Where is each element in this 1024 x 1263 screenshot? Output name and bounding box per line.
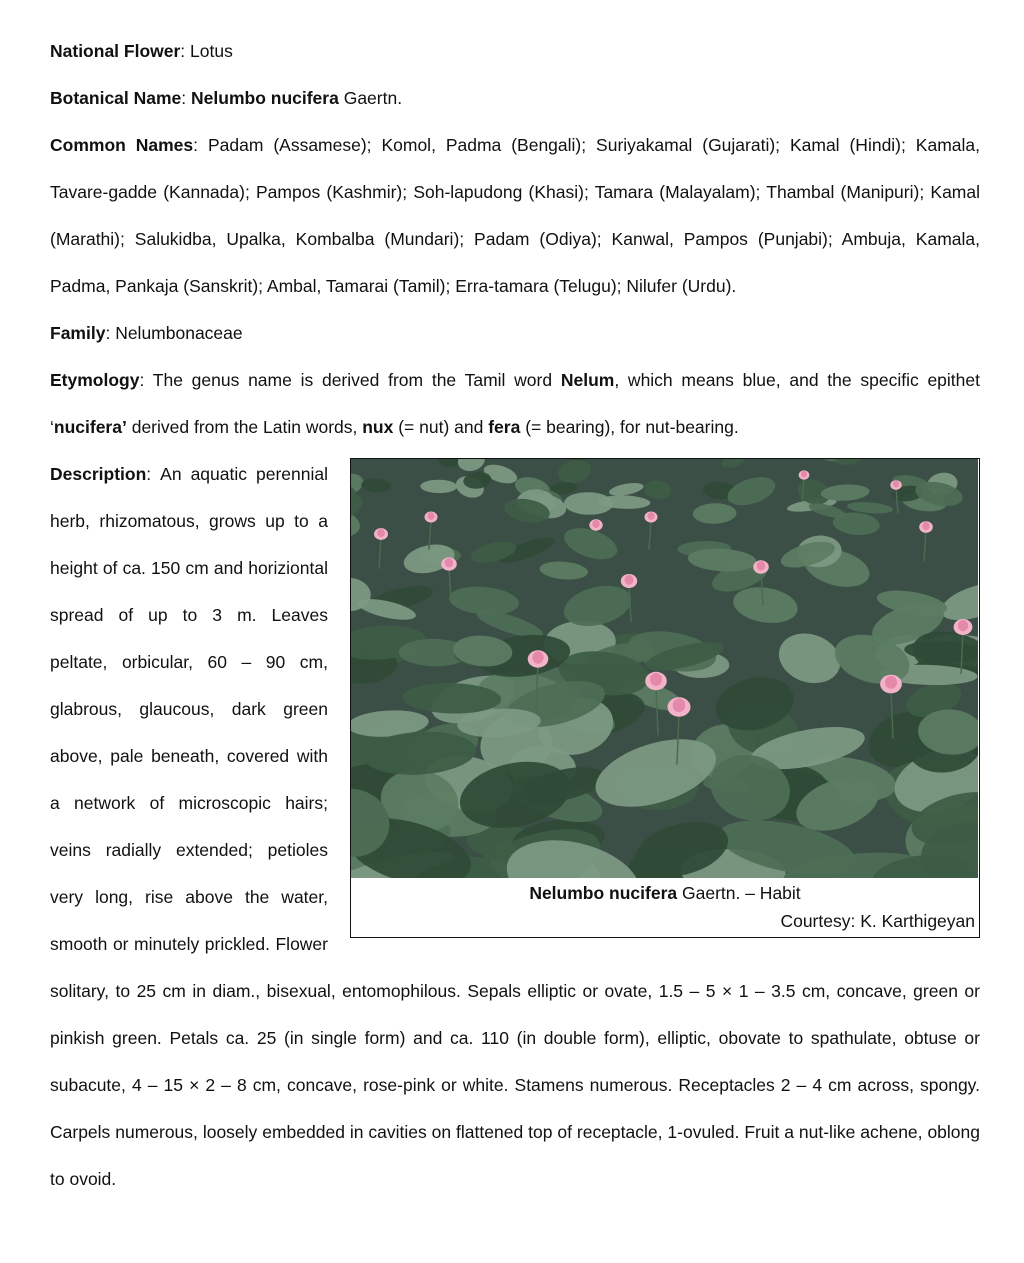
description-label: Description (50, 464, 147, 484)
etymology-nux: nux (362, 417, 394, 437)
document-page (50, 28, 980, 1203)
lotus-figure (350, 458, 980, 938)
common-names-text: Padam (Assamese); Komol, Padma (Bengali); Suriyakamal (Gujarati); Kamal (Hindi); Kamala, Tavare-gadde (Kannada); Pampos (Kashmir); Soh-lapudong (Khasi); Tamara (Malayalam); Thambal (Manipuri); Kamal (Marathi); Salukidba, Upalka, Kombalba (Mundari); Padam (Odiya); Kanwal, Pampos (Punjabi); Ambuja, Kamala, Padma, Pankaja (Sanskrit); Ambal, Tamarai (Tamil); Erra-tamara (Telugu); Nilufer (Urdu). (50, 135, 980, 296)
description-paragraph: Description: Nelumbo nucifera Gaertn. – Habit Courtesy: K. Karthigeyan An aquatic perennial herb, rhizomatous, grows up to a height of ca. 150 cm and horiziontal spread of up to 3 m. Leaves peltate, orbicular, 60 – 90 cm, glabrous, glaucous, dark green above, pale beneath, covered with a network of microscopic hairs; veins radially extended; petioles very long, rise above the water, smooth or minutely prickled. Flower solitary, to 25 cm in diam., bisexual, entomophilous. Sepals elliptic or ovate, 1.5 – 5 × 1 – 3.5 cm, concave, green or pinkish green. Petals ca. 25 (in single form) and ca. 110 (in double form), elliptic, obovate to spathulate, obtuse or subacute, 4 – 15 × 2 – 8 cm, concave, rose-pink or white. Stamens numerous. Receptacles 2 – 4 cm across, spongy. Carpels numerous, loosely embedded in cavities on flattened top of receptacle, 1-ovuled. Fruit a nut-like achene, oblong to ovoid. (50, 451, 980, 1203)
figure-caption-species: Nelumbo nucifera (529, 883, 678, 903)
national-flower-value: Lotus (190, 41, 233, 61)
figure-courtesy: Courtesy: K. Karthigeyan (780, 911, 975, 931)
figure-caption-rest: Gaertn. – Habit (677, 883, 801, 903)
family-line: Family: Nelumbonaceae (50, 323, 243, 343)
etymology-nelum: Nelum (560, 370, 615, 390)
botanical-name-line: Botanical Name: Nelumbo nucifera Gaertn. (50, 88, 403, 108)
figure-caption (351, 881, 979, 905)
botanical-name-author: Gaertn. (338, 88, 403, 108)
family-label: Family (50, 323, 106, 343)
common-names-label: Common Names (50, 135, 194, 155)
etymology-label: Etymology (50, 370, 140, 390)
national-flower-label: National Flower (50, 41, 181, 61)
etymology-paragraph: Etymology: The genus name is derived from the Tamil word Nelum, which means blue, and the specific epithet ‘nucifera’ derived from the Latin words, nux (= nut) and fera (= bearing), for nut-bearing. (50, 370, 980, 437)
etymology-nucifera: nucifera’ (53, 417, 127, 437)
national-flower-line: National Flower: Lotus (50, 41, 233, 61)
etymology-fera: fera (488, 417, 521, 437)
botanical-name-species: Nelumbo nucifera (191, 88, 339, 108)
common-names-paragraph: Common Names: Padam (Assamese); Komol, Padma (Bengali); Suriyakamal (Gujarati); Kamal (Hindi); Kamala, Tavare-gadde (Kannada); Pampos (Kashmir); Soh-lapudong (Khasi); Tamara (Malayalam); Thambal (Manipuri); Kamal (Marathi); Salukidba, Upalka, Kombalba (Mundari); Padam (Odiya); Kanwal, Pampos (Punjabi); Ambuja, Kamala, Padma, Pankaja (Sanskrit); Ambal, Tamarai (Tamil); Erra-tamara (Telugu); Nilufer (Urdu). (50, 135, 980, 296)
lotus-pond-photo (351, 459, 978, 878)
family-value: Nelumbonaceae (115, 323, 243, 343)
botanical-name-label: Botanical Name (50, 88, 182, 108)
description-text: An aquatic perennial herb, rhizomatous, grows up to a height of ca. 150 cm and horiziontal spread of up to 3 m. Leaves peltate, orbicular, 60 – 90 cm, glabrous, glaucous, dark green above, pale beneath, covered with a network of microscopic hairs; veins radially extended; petioles very long, rise above the water, smooth or minutely prickled. Flower solitary, to 25 cm in diam., bisexual, entomophilous. Sepals elliptic or ovate, 1.5 – 5 × 1 – 3.5 cm, concave, green or pinkish green. Petals ca. 25 (in single form) and ca. 110 (in double form), elliptic, obovate to spathulate, obtuse or subacute, 4 – 15 × 2 – 8 cm, concave, rose-pink or white. Stamens numerous. Receptacles 2 – 4 cm across, spongy. Carpels numerous, loosely embedded in cavities on flattened top of receptacle, 1-ovuled. Fruit a nut-like achene, oblong to ovoid. (50, 464, 980, 1189)
